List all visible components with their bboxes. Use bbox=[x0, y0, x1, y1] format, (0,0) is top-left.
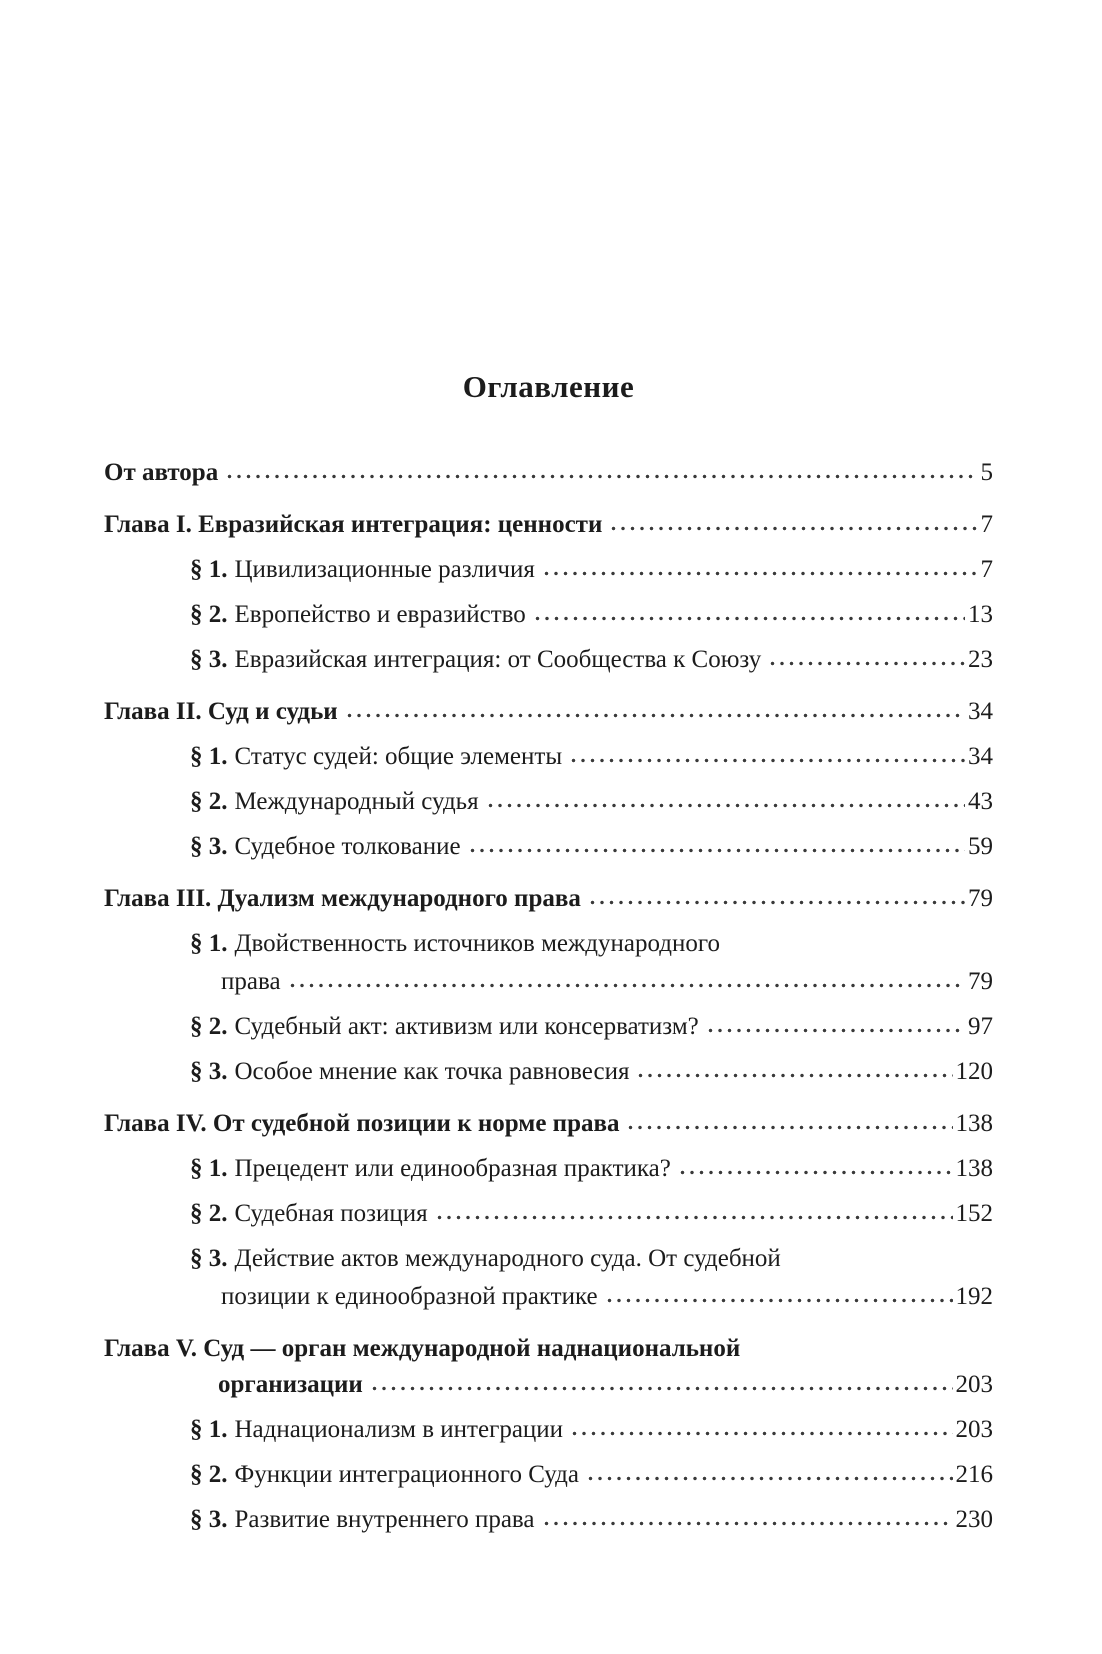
page-content bbox=[104, 0, 993, 1535]
dot-leader-icon bbox=[571, 758, 965, 763]
dot-leader-icon bbox=[470, 848, 965, 853]
page-title: Оглавление bbox=[462, 369, 635, 404]
page-number: 34 bbox=[968, 698, 993, 725]
dot-leader-icon bbox=[680, 1170, 953, 1175]
page-number: 120 bbox=[955, 1058, 993, 1085]
page-number: 216 bbox=[955, 1461, 993, 1488]
section-prefix: § 3. bbox=[190, 1506, 228, 1533]
entry-text: Наднационализм в интеграции bbox=[234, 1416, 564, 1443]
dot-leader-icon bbox=[347, 713, 965, 718]
page-number: 13 bbox=[968, 601, 993, 628]
entry-text-continued: позиции к единообразной практике bbox=[221, 1283, 598, 1310]
entry-text: Глава II. Суд и судьи bbox=[104, 698, 338, 725]
toc-entry-row bbox=[104, 697, 993, 727]
section-prefix: § 2. bbox=[190, 1200, 228, 1227]
entry-text-continued: права bbox=[221, 968, 281, 995]
toc-entry-row bbox=[104, 1460, 993, 1490]
toc-entry-row bbox=[104, 600, 993, 630]
entry-text: Европейство и евразийство bbox=[234, 601, 526, 628]
toc-entry-row bbox=[104, 832, 993, 862]
section-prefix: § 2. bbox=[190, 1461, 228, 1488]
section-prefix: § 1. bbox=[190, 930, 228, 957]
section-prefix: § 3. bbox=[190, 646, 228, 673]
entry-text: Судебное толкование bbox=[234, 833, 461, 860]
page-number: 138 bbox=[955, 1110, 993, 1137]
dot-leader-icon bbox=[638, 1073, 952, 1078]
page-number: 59 bbox=[968, 833, 993, 860]
dot-leader-icon bbox=[607, 1298, 953, 1303]
page-number: 138 bbox=[955, 1155, 993, 1182]
entry-text: Статус судей: общие элементы bbox=[234, 743, 563, 770]
entry-text: Развитие внутреннего права bbox=[234, 1506, 535, 1533]
entry-text: Глава V. Суд — орган международной наднациональной bbox=[104, 1335, 741, 1362]
page-number: 97 bbox=[968, 1013, 993, 1040]
dot-leader-icon bbox=[572, 1431, 952, 1436]
entry-text: Международный судья bbox=[234, 788, 479, 815]
dot-leader-icon bbox=[372, 1386, 953, 1391]
entry-text: Двойственность источников международного bbox=[234, 930, 720, 957]
page-number: 5 bbox=[980, 459, 993, 486]
toc-entry-row bbox=[104, 929, 993, 959]
toc-entry-row bbox=[104, 510, 993, 540]
entry-text: Действие актов международного суда. От судебной bbox=[234, 1245, 781, 1272]
page-number: 34 bbox=[968, 743, 993, 770]
toc-entry-row bbox=[104, 1199, 993, 1229]
toc-list bbox=[104, 458, 993, 1535]
toc-entry-row bbox=[104, 1370, 993, 1400]
toc-entry-row bbox=[104, 1505, 993, 1535]
page-number: 7 bbox=[980, 556, 993, 583]
toc-entry-row bbox=[104, 1154, 993, 1184]
dot-leader-icon bbox=[544, 571, 978, 576]
toc-entry-row bbox=[104, 458, 993, 488]
toc-entry-row bbox=[104, 555, 993, 585]
page-number: 23 bbox=[968, 646, 993, 673]
section-prefix: § 2. bbox=[190, 601, 228, 628]
entry-text: Судебная позиция bbox=[234, 1200, 428, 1227]
dot-leader-icon bbox=[535, 616, 965, 621]
dot-leader-icon bbox=[770, 661, 965, 666]
toc-entry-row bbox=[104, 1282, 993, 1312]
page-number: 230 bbox=[955, 1506, 993, 1533]
entry-text: Прецедент или единообразная практика? bbox=[234, 1155, 671, 1182]
dot-leader-icon bbox=[488, 803, 965, 808]
entry-text: Глава I. Евразийская интеграция: ценности bbox=[104, 511, 603, 538]
section-prefix: § 1. bbox=[190, 1155, 228, 1182]
entry-text: Глава III. Дуализм международного права bbox=[104, 885, 581, 912]
page-number: 203 bbox=[955, 1416, 993, 1443]
toc-entry-row bbox=[104, 1334, 993, 1364]
dot-leader-icon bbox=[588, 1476, 953, 1481]
entry-text: Цивилизационные различия bbox=[234, 556, 535, 583]
entry-text: От автора bbox=[104, 459, 219, 486]
toc-entry-row bbox=[104, 1109, 993, 1139]
dot-leader-icon bbox=[544, 1521, 953, 1526]
section-prefix: § 2. bbox=[190, 1013, 228, 1040]
dot-leader-icon bbox=[611, 526, 977, 531]
toc-entry-row bbox=[104, 884, 993, 914]
toc-entry-row bbox=[104, 787, 993, 817]
entry-text: Евразийская интеграция: от Сообщества к Союзу bbox=[234, 646, 762, 673]
dot-leader-icon bbox=[290, 983, 965, 988]
dot-leader-icon bbox=[590, 900, 965, 905]
dot-leader-icon bbox=[628, 1125, 952, 1130]
section-prefix: § 1. bbox=[190, 1416, 228, 1443]
section-prefix: § 3. bbox=[190, 1245, 228, 1272]
section-prefix: § 1. bbox=[190, 556, 228, 583]
page-number: 43 bbox=[968, 788, 993, 815]
section-prefix: § 3. bbox=[190, 833, 228, 860]
section-prefix: § 1. bbox=[190, 743, 228, 770]
toc-entry-row bbox=[104, 1012, 993, 1042]
toc-entry-row bbox=[104, 1244, 993, 1274]
toc-entry-row bbox=[104, 967, 993, 997]
page-number: 79 bbox=[968, 885, 993, 912]
entry-text: Функции интеграционного Суда bbox=[234, 1461, 579, 1488]
entry-text-continued: организации bbox=[218, 1371, 363, 1398]
section-prefix: § 3. bbox=[190, 1058, 228, 1085]
entry-text: Глава IV. От судебной позиции к норме права bbox=[104, 1110, 620, 1137]
section-prefix: § 2. bbox=[190, 788, 228, 815]
page-number: 192 bbox=[955, 1283, 993, 1310]
page-number: 203 bbox=[955, 1371, 993, 1398]
toc-entry-row bbox=[104, 645, 993, 675]
dot-leader-icon bbox=[227, 474, 977, 479]
toc-entry-row bbox=[104, 1057, 993, 1087]
entry-text: Особое мнение как точка равновесия bbox=[234, 1058, 630, 1085]
entry-text: Судебный акт: активизм или консерватизм? bbox=[234, 1013, 699, 1040]
dot-leader-icon bbox=[708, 1028, 965, 1033]
page-number: 79 bbox=[968, 968, 993, 995]
page-number: 152 bbox=[955, 1200, 993, 1227]
toc-entry-row bbox=[104, 1415, 993, 1445]
toc-entry-row bbox=[104, 742, 993, 772]
dot-leader-icon bbox=[437, 1215, 953, 1220]
page-number: 7 bbox=[980, 511, 993, 538]
